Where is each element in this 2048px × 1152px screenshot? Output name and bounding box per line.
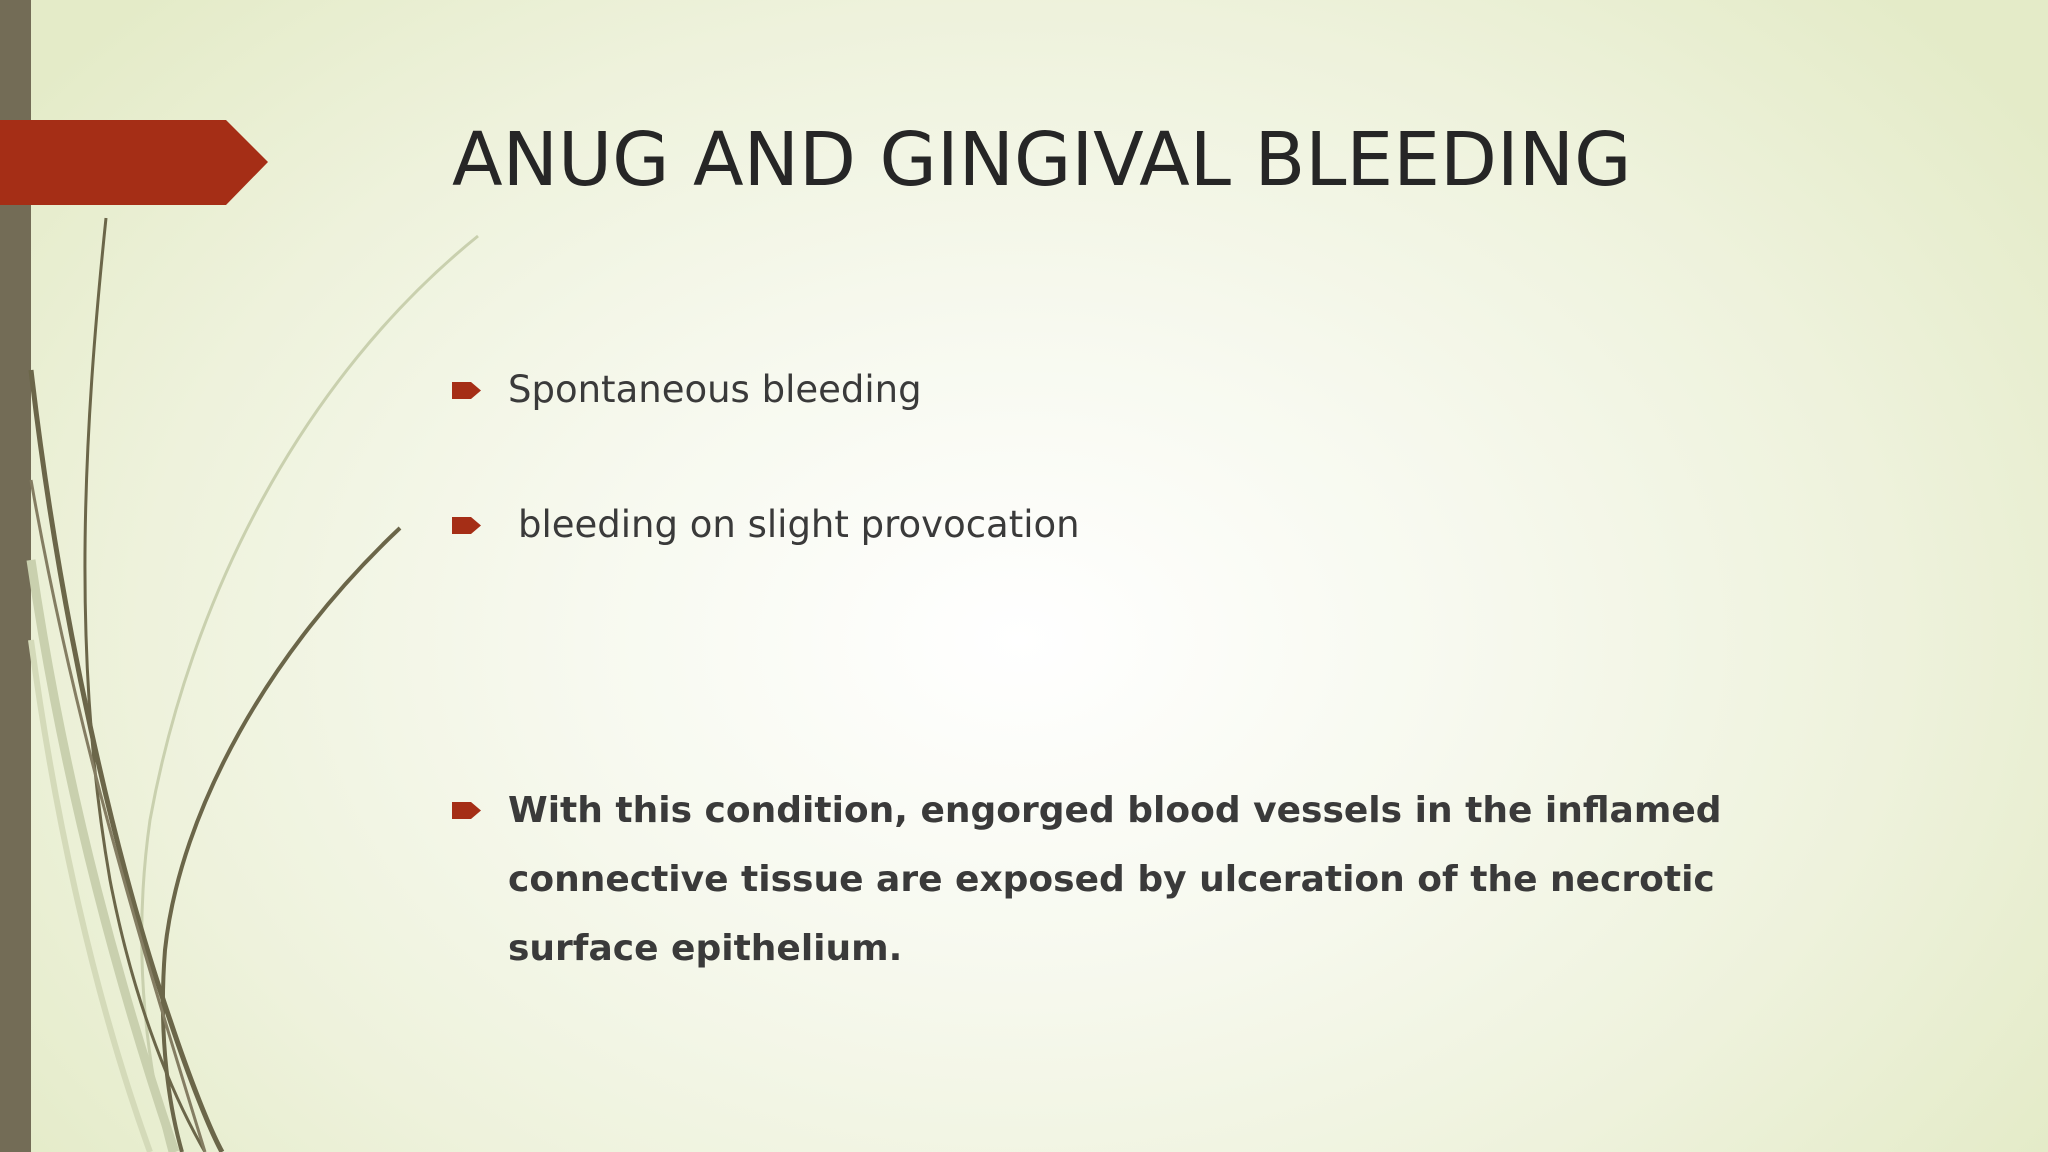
bullet-text: Spontaneous bleeding [508, 368, 922, 411]
bullet-item [452, 364, 922, 416]
title-arrow-banner [0, 120, 268, 205]
arrow-bullet-icon [452, 802, 481, 819]
bullet-text: With this condition, engorged blood vessels in the inflamed connective tissue are exposed by ulceration of the necrotic surface epithelium. [508, 790, 1722, 969]
dark-stroke-2 [31, 370, 222, 1152]
arrow-bullet-icon [452, 517, 481, 534]
slide-title: ANUG AND GINGIVAL BLEEDING [452, 117, 1632, 203]
bullet-item [452, 499, 1080, 551]
bullet-item [452, 776, 1838, 983]
dark-stroke-3 [163, 528, 400, 1152]
light-stroke-2 [31, 560, 175, 1152]
bullet-list [452, 0, 1852, 1152]
bullet-text: bleeding on slight provocation [518, 503, 1080, 546]
arrow-bullet-icon [452, 382, 481, 399]
light-stroke-1 [142, 236, 478, 1152]
